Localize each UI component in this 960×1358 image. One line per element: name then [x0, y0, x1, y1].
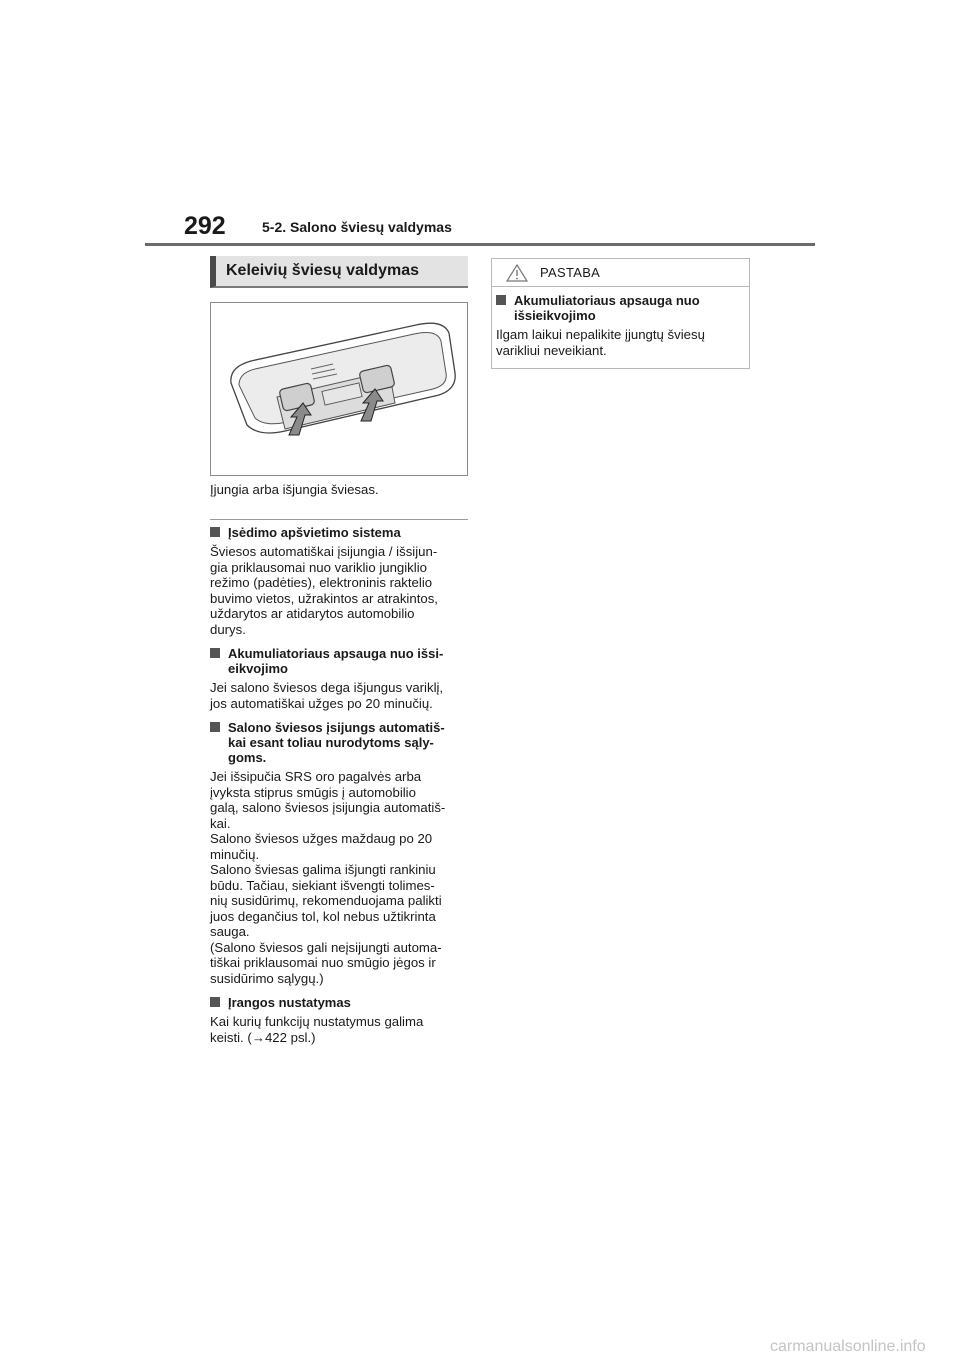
subheading: Salono šviesos įsijungs automatiš- kai esant toliau nurodytoms sąly- goms. [210, 720, 468, 765]
page-number: 292 [184, 212, 226, 240]
subheading: Akumuliatoriaus apsauga nuo išsi- eikvojimo [210, 646, 468, 676]
subheading: Įsėdimo apšvietimo sistema [210, 525, 468, 540]
section-title: Keleivių šviesų valdymas [226, 262, 419, 279]
paragraph: Kai kurių funkcijų nustatymus galima keisti. (→422 psl.) [210, 1014, 468, 1045]
section-battery-saver [210, 646, 468, 711]
subheading: Įrangos nustatymas [210, 995, 468, 1010]
square-bullet-icon [210, 527, 220, 537]
left-column [210, 256, 468, 1045]
notice-label: PASTABA [540, 265, 601, 280]
overhead-console-illustration [211, 303, 467, 475]
warning-triangle-icon [506, 264, 528, 282]
divider [210, 519, 468, 520]
square-bullet-icon [496, 295, 506, 305]
notice-box [491, 258, 750, 369]
notice-header [492, 259, 749, 287]
subheading: Akumuliatoriaus apsauga nuo išsieikvojimo [496, 293, 745, 323]
section-entry-lighting [210, 525, 468, 637]
section-header: 5-2. Salono šviesų valdymas [262, 219, 452, 235]
paragraph: Šviesos automatiškai įsijungia / išsijun- gia priklausomai nuo variklio jungiklio režimo (padėties), elektroninis raktelio buvimo vietos, užrakintos ar atrakintos, uždarytos ar atidarytos automobilio durys. [210, 544, 438, 637]
notice-body [492, 287, 749, 358]
paragraph: Jei salono šviesos dega išjungus variklį, jos automatiškai užges po 20 minučių. [210, 680, 444, 711]
square-bullet-icon [210, 722, 220, 732]
overhead-light-figure [210, 302, 468, 476]
paragraph: Ilgam laikui nepalikite įjungtų šviesų varikliui neveikiant. [496, 327, 705, 358]
watermark: carmanualsonline.info [770, 1338, 926, 1355]
paragraph: Jei išsipučia SRS oro pagalvės arba įvyksta stiprus smūgis į automobilio galą, salono šviesos įsijungia automatiš- kai. Salono šviesos užges maždaug po 20 minučių. Salono šviesas galima išjungti rankiniu būdu. Tačiau, siekiant išvengti tolimes- nių susidūrimų, rekomenduojama palikti juos degančius tol, kol nebus užtikrinta sauga. (Salono šviesos gali neįsijungti automa- tiškai priklausomai nuo smūgio jėgos ir susidūrimo sąlygų.) [210, 769, 446, 986]
section-customization [210, 995, 468, 1045]
section-title-bar [210, 256, 468, 288]
figure-caption: Įjungia arba išjungia šviesas. [210, 482, 379, 497]
page-reference-link[interactable]: keisti. (→422 psl.) [210, 1029, 316, 1045]
header-rule [145, 243, 815, 246]
section-automatic-on [210, 720, 468, 986]
square-bullet-icon [210, 648, 220, 658]
square-bullet-icon [210, 997, 220, 1007]
